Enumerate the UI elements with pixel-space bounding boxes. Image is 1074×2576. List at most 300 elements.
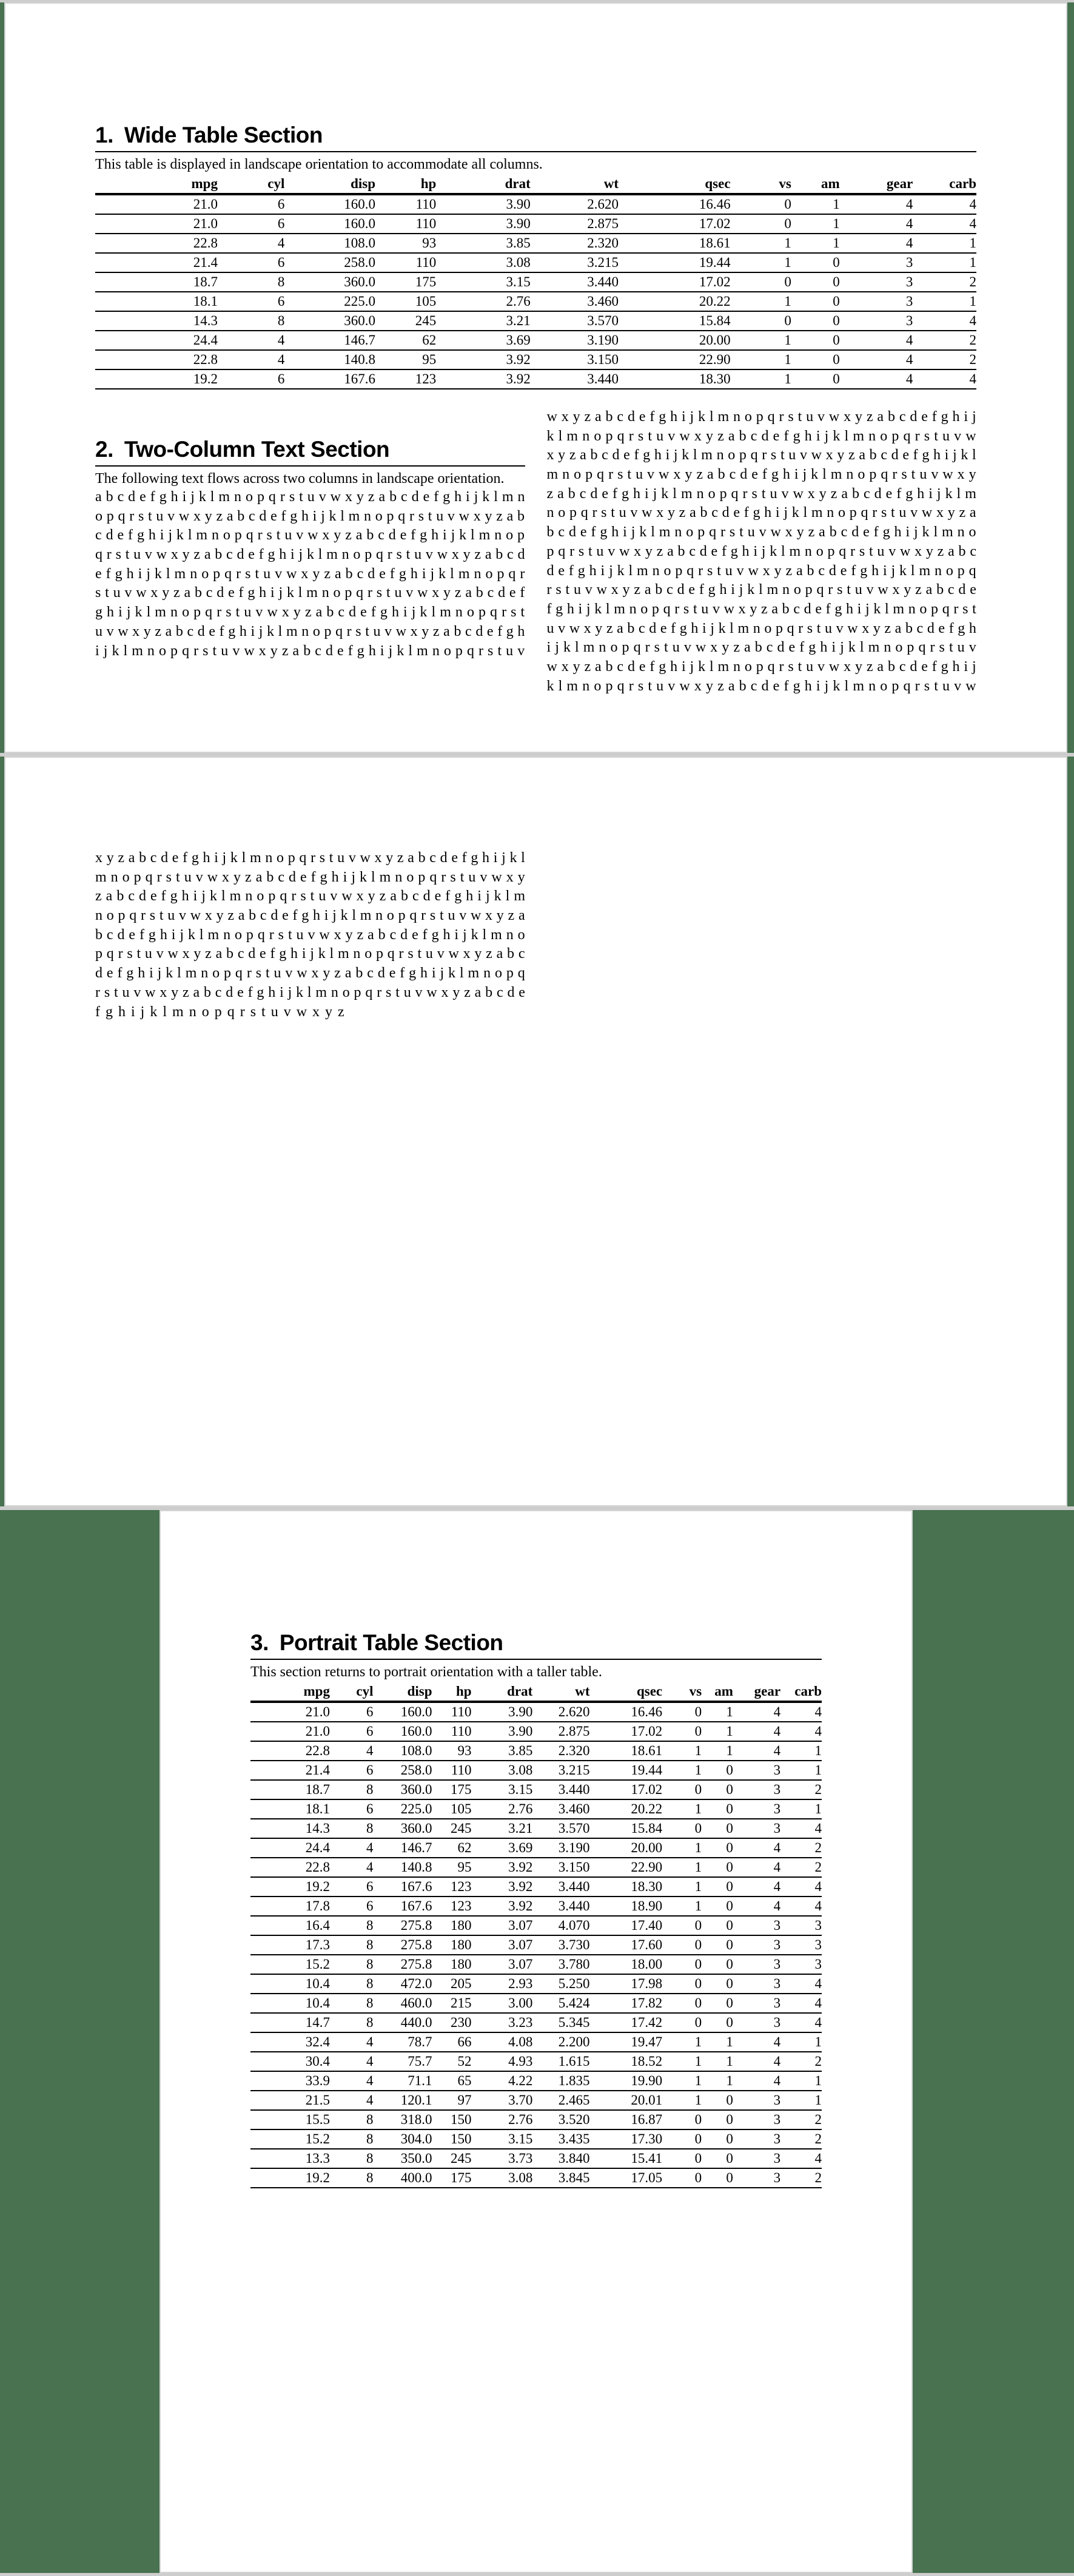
table-cell: 2.620 <box>531 194 619 214</box>
table-cell: 0 <box>702 1935 733 1955</box>
column-header-disp: disp <box>284 175 375 194</box>
table-cell: 14.3 <box>250 1819 330 1838</box>
table-cell: 2 <box>780 2110 822 2129</box>
table-cell: 1 <box>913 292 976 311</box>
table-cell: 3 <box>780 1916 822 1935</box>
table-cell: 3.460 <box>532 1799 589 1819</box>
table-cell: 140.8 <box>374 1858 432 1877</box>
filler-text-line: m n o p q r s t u v w x y z a b c d e f g h i j k l m n o p q r s t u v w x y <box>95 869 525 885</box>
filler-text-line: n o p q r s t u v w x y z a b c d e f g h i j k l m n o p q r s t u v w x y z a <box>546 505 976 521</box>
table-cell: 4 <box>733 1722 780 1741</box>
table-cell: 440.0 <box>374 2013 432 2032</box>
table-cell: 1 <box>731 331 791 350</box>
column-header-vs: vs <box>662 1683 702 1702</box>
column-header-drat: drat <box>472 1683 533 1702</box>
table-cell: 3.440 <box>531 272 619 292</box>
table-cell: 4 <box>780 1994 822 2013</box>
table-cell: 4 <box>733 1838 780 1858</box>
table-cell: 175 <box>375 272 436 292</box>
table-cell: 1 <box>731 369 791 389</box>
table-cell: 4.070 <box>532 1916 589 1935</box>
table-cell: 19.47 <box>590 2032 663 2052</box>
table-cell: 1.615 <box>532 2052 589 2071</box>
table-cell: 105 <box>375 292 436 311</box>
table-cell: 6 <box>330 1897 374 1916</box>
filler-text-line: d e f g h i j k l m n o p q r s t u v w x y z a b c d e f g h i j k l m n o p q <box>95 965 525 982</box>
table-cell: 1 <box>662 1799 702 1819</box>
table-cell: 1 <box>780 2071 822 2091</box>
table-cell: 3.69 <box>436 331 530 350</box>
table-cell: 275.8 <box>374 1935 432 1955</box>
filler-text-line: s t u v w x y z a b c d e f g h i j k l m n o p q r s t u v w x y z a b c d e f <box>95 585 525 601</box>
table-cell: 1 <box>702 2032 733 2052</box>
table-cell: 230 <box>432 2013 472 2032</box>
table-cell: 3.840 <box>532 2149 589 2168</box>
table-cell: 4 <box>218 234 284 253</box>
table-cell: 16.46 <box>619 194 731 214</box>
table-cell: 1 <box>780 2032 822 2052</box>
section-2-number: 2. <box>95 437 113 462</box>
table-cell: 3 <box>733 1955 780 1974</box>
table-cell: 21.0 <box>250 1702 330 1722</box>
table-cell: 2.875 <box>531 214 619 234</box>
section-1-intro: This table is displayed in landscape orientation to accommodate all columns. <box>95 157 543 172</box>
column-header-am: am <box>702 1683 733 1702</box>
table-cell: 19.2 <box>95 369 218 389</box>
table-row <box>250 2032 822 2052</box>
table-cell: 8 <box>330 2013 374 2032</box>
table-row <box>95 331 976 350</box>
table-cell: 20.01 <box>590 2091 663 2110</box>
table-row <box>250 1838 822 1858</box>
table-cell: 15.84 <box>619 311 731 331</box>
table-cell: 3 <box>733 2091 780 2110</box>
table-cell: 400.0 <box>374 2168 432 2188</box>
filler-text-line: i j k l m n o p q r s t u v w x y z a b c d e f g h i j k l m n o p q r s t u v <box>546 639 976 656</box>
table-cell: 110 <box>432 1761 472 1780</box>
page-gap-top <box>0 0 1074 2</box>
filler-text-line: k l m n o p q r s t u v w x y z a b c d e f g h i j k l m n o p q r s t u v w <box>546 678 976 694</box>
table-cell: 24.4 <box>95 331 218 350</box>
table-cell: 3.440 <box>532 1780 589 1799</box>
table-cell: 3.440 <box>532 1897 589 1916</box>
table-cell: 360.0 <box>374 1819 432 1838</box>
table-cell: 17.82 <box>590 1994 663 2013</box>
filler-text-line: w x y z a b c d e f g h i j k l m n o p q r s t u v w x y z a b c d e f g h i j <box>546 658 976 675</box>
table-cell: 3 <box>840 272 913 292</box>
table-cell: 3.845 <box>532 2168 589 2188</box>
two-column-section <box>95 408 976 696</box>
table-cell: 22.8 <box>95 350 218 369</box>
table-cell: 6 <box>330 1799 374 1819</box>
table-cell: 4 <box>733 1877 780 1897</box>
table-row <box>250 2129 822 2149</box>
table-cell: 175 <box>432 2168 472 2188</box>
table-cell: 3.90 <box>436 214 530 234</box>
table-cell: 0 <box>731 214 791 234</box>
table-cell: 110 <box>375 194 436 214</box>
table-cell: 6 <box>218 253 284 272</box>
column-header-vs: vs <box>731 175 791 194</box>
table-cell: 0 <box>662 1916 702 1935</box>
table-cell: 0 <box>702 2149 733 2168</box>
table-cell: 4 <box>733 2052 780 2071</box>
table-cell: 472.0 <box>374 1974 432 1994</box>
filler-text-line: k l m n o p q r s t u v w x y z a b c d e f g h i j k l m n o p q r s t u v w <box>546 428 976 444</box>
table-cell: 1 <box>702 1722 733 1741</box>
table-row <box>250 1994 822 2013</box>
table-row <box>250 1799 822 1819</box>
table-row <box>250 1897 822 1916</box>
table-cell: 21.5 <box>250 2091 330 2110</box>
table-cell: 3 <box>733 1799 780 1819</box>
table-cell: 15.2 <box>250 1955 330 1974</box>
table-cell: 19.2 <box>250 2168 330 2188</box>
table-cell: 3.215 <box>532 1761 589 1780</box>
table-cell: 1 <box>662 2052 702 2071</box>
table-cell: 304.0 <box>374 2129 432 2149</box>
table-cell: 0 <box>702 1799 733 1819</box>
table-cell: 245 <box>432 1819 472 1838</box>
table-cell: 2 <box>780 1780 822 1799</box>
filler-text-line: o p q r s t u v w x y z a b c d e f g h i j k l m n o p q r s t u v w x y z a b <box>95 508 525 524</box>
page-gap-2 <box>0 1506 1074 1510</box>
table-cell: 105 <box>432 1799 472 1819</box>
table-cell: 10.4 <box>250 1994 330 2013</box>
table-cell: 4 <box>330 2052 374 2071</box>
table-cell: 3.215 <box>531 253 619 272</box>
table-cell: 150 <box>432 2129 472 2149</box>
table-cell: 2 <box>913 331 976 350</box>
table-row <box>250 2149 822 2168</box>
table-cell: 275.8 <box>374 1955 432 1974</box>
table-cell: 167.6 <box>374 1897 432 1916</box>
table-cell: 8 <box>330 2129 374 2149</box>
table-cell: 15.5 <box>250 2110 330 2129</box>
table-cell: 6 <box>218 292 284 311</box>
column-header-hp: hp <box>375 175 436 194</box>
table-cell: 3.15 <box>472 2129 533 2149</box>
table-cell: 160.0 <box>284 194 375 214</box>
table-cell: 2.76 <box>472 1799 533 1819</box>
table-cell: 5.345 <box>532 2013 589 2032</box>
table-cell: 3.570 <box>532 1819 589 1838</box>
table-cell: 0 <box>791 350 840 369</box>
table-cell: 3.440 <box>532 1877 589 1897</box>
table-cell: 4 <box>330 2071 374 2091</box>
table-cell: 3.780 <box>532 1955 589 1974</box>
table-cell: 1 <box>780 1741 822 1761</box>
table-cell: 5.250 <box>532 1974 589 1994</box>
table-cell: 167.6 <box>284 369 375 389</box>
table-cell: 123 <box>432 1877 472 1897</box>
table-cell: 1 <box>662 2071 702 2091</box>
table-cell: 3.23 <box>472 2013 533 2032</box>
table-cell: 8 <box>330 1935 374 1955</box>
table-cell: 3.15 <box>472 1780 533 1799</box>
table-cell: 245 <box>432 2149 472 2168</box>
table-cell: 17.42 <box>590 2013 663 2032</box>
filler-text-line: d e f g h i j k l m n o p q r s t u v w x y z a b c d e f g h i j k l m n o p q <box>546 562 976 579</box>
table-cell: 30.4 <box>250 2052 330 2071</box>
table-cell: 180 <box>432 1955 472 1974</box>
table-cell: 350.0 <box>374 2149 432 2168</box>
table-cell: 8 <box>330 1916 374 1935</box>
filler-text-line: w x y z a b c d e f g h i j k l m n o p q r s t u v w x y z a b c d e f g h i j <box>546 409 976 425</box>
table-cell: 0 <box>791 272 840 292</box>
table-cell: 20.22 <box>619 292 731 311</box>
table-cell: 0 <box>662 1780 702 1799</box>
table-cell: 0 <box>791 311 840 331</box>
table-cell: 21.0 <box>95 194 218 214</box>
table-cell: 4 <box>780 1877 822 1897</box>
table-cell: 1 <box>780 2091 822 2110</box>
table-cell: 108.0 <box>374 1741 432 1761</box>
table-cell: 0 <box>662 1955 702 1974</box>
table-row <box>250 1916 822 1935</box>
column-header-disp: disp <box>374 1683 432 1702</box>
table-cell: 4 <box>780 1702 822 1722</box>
table-cell: 0 <box>662 2149 702 2168</box>
table-cell: 18.61 <box>619 234 731 253</box>
table-cell: 4 <box>330 2032 374 2052</box>
table-cell: 3.07 <box>472 1916 533 1935</box>
table-cell: 4 <box>913 194 976 214</box>
column-header-cyl: cyl <box>218 175 284 194</box>
table-cell: 123 <box>375 369 436 389</box>
table-row <box>250 1780 822 1799</box>
table-cell: 3.07 <box>472 1955 533 1974</box>
table-cell: 15.84 <box>590 1819 663 1838</box>
table-cell: 3 <box>840 253 913 272</box>
table-cell: 3.460 <box>531 292 619 311</box>
table-row <box>250 2091 822 2110</box>
table-cell: 180 <box>432 1916 472 1935</box>
table-cell: 17.02 <box>619 272 731 292</box>
table-cell: 19.2 <box>250 1877 330 1897</box>
table-cell: 0 <box>702 1877 733 1897</box>
table-cell: 6 <box>218 194 284 214</box>
filler-text-line: b c d e f g h i j k l m n o p q r s t u v w x y z a b c d e f g h i j k l m n o <box>95 926 525 943</box>
column-header-gear: gear <box>840 175 913 194</box>
table-cell: 146.7 <box>284 331 375 350</box>
table-cell: 8 <box>330 2149 374 2168</box>
table-cell: 0 <box>702 1994 733 2013</box>
table-cell: 17.40 <box>590 1916 663 1935</box>
table-cell: 0 <box>662 1994 702 2013</box>
table-cell: 0 <box>662 1722 702 1741</box>
table-cell: 275.8 <box>374 1916 432 1935</box>
section-3-heading <box>250 1629 822 1657</box>
table-cell: 2 <box>780 1858 822 1877</box>
column-header-mpg: mpg <box>95 175 218 194</box>
table-cell: 4 <box>913 311 976 331</box>
table-cell: 167.6 <box>374 1877 432 1897</box>
table-cell: 8 <box>330 1955 374 1974</box>
table-row <box>250 2168 822 2188</box>
table-cell: 3 <box>733 1974 780 1994</box>
table-cell: 4.22 <box>472 2071 533 2091</box>
table-cell: 8 <box>330 2168 374 2188</box>
table-cell: 0 <box>662 1702 702 1722</box>
table-cell: 3 <box>733 1761 780 1780</box>
table-cell: 18.00 <box>590 1955 663 1974</box>
table-cell: 3 <box>733 2110 780 2129</box>
section-2-heading <box>95 436 525 464</box>
table-cell: 1 <box>662 1858 702 1877</box>
table-cell: 0 <box>702 1819 733 1838</box>
table-cell: 71.1 <box>374 2071 432 2091</box>
page-gap-1 <box>0 753 1074 757</box>
table-cell: 62 <box>432 1838 472 1858</box>
table-row <box>250 1819 822 1838</box>
table-cell: 18.52 <box>590 2052 663 2071</box>
table-cell: 6 <box>330 1761 374 1780</box>
table-cell: 3.70 <box>472 2091 533 2110</box>
filler-text-line: e f g h i j k l m n o p q r s t u v w x y z a b c d e f g h i j k l m n o p q r <box>95 565 525 582</box>
table-cell: 1 <box>662 1761 702 1780</box>
table-cell: 3.190 <box>532 1838 589 1858</box>
section-3-title: Portrait Table Section <box>279 1630 503 1655</box>
table-cell: 0 <box>662 2013 702 2032</box>
table-cell: 93 <box>432 1741 472 1761</box>
table-row <box>250 2071 822 2091</box>
table-cell: 0 <box>791 331 840 350</box>
table-cell: 4 <box>733 2071 780 2091</box>
table-cell: 3.92 <box>436 369 530 389</box>
table-cell: 3.85 <box>436 234 530 253</box>
table-cell: 3 <box>840 292 913 311</box>
table-cell: 215 <box>432 1994 472 2013</box>
table-cell: 8 <box>330 1780 374 1799</box>
table-cell: 0 <box>702 1897 733 1916</box>
table-cell: 0 <box>791 253 840 272</box>
table-row <box>250 1877 822 1897</box>
table-cell: 3.190 <box>531 331 619 350</box>
table-row <box>250 2110 822 2129</box>
table-cell: 22.8 <box>250 1741 330 1761</box>
table-cell: 97 <box>432 2091 472 2110</box>
table-cell: 360.0 <box>284 272 375 292</box>
table-cell: 20.00 <box>590 1838 663 1858</box>
table-cell: 17.02 <box>590 1780 663 1799</box>
table-cell: 150 <box>432 2110 472 2129</box>
table-cell: 6 <box>218 369 284 389</box>
table-cell: 0 <box>702 2168 733 2188</box>
table-cell: 3.92 <box>472 1858 533 1877</box>
table-row <box>95 234 976 253</box>
table-cell: 3 <box>733 2013 780 2032</box>
table-cell: 2 <box>780 2168 822 2188</box>
table-cell: 33.9 <box>250 2071 330 2091</box>
table-cell: 175 <box>432 1780 472 1799</box>
column-header-carb: carb <box>780 1683 822 1702</box>
table-cell: 3.00 <box>472 1994 533 2013</box>
filler-text-line: r s t u v w x y z a b c d e f g h i j k l m n o p q r s t u v w x y z a b c d e <box>546 582 976 598</box>
table-cell: 180 <box>432 1935 472 1955</box>
table-cell: 3 <box>733 1994 780 2013</box>
table-row <box>250 1741 822 1761</box>
table-cell: 110 <box>375 214 436 234</box>
table-cell: 4 <box>780 1722 822 1741</box>
table-cell: 17.3 <box>250 1935 330 1955</box>
table-cell: 4 <box>840 234 913 253</box>
section-1-heading <box>95 121 976 149</box>
table-cell: 15.2 <box>250 2129 330 2149</box>
table-cell: 2.200 <box>532 2032 589 2052</box>
table-row <box>95 350 976 369</box>
table-cell: 8 <box>330 1974 374 1994</box>
table-row <box>95 194 976 214</box>
table-cell: 0 <box>791 369 840 389</box>
table-cell: 0 <box>702 2091 733 2110</box>
table-cell: 4 <box>840 331 913 350</box>
table-cell: 3.08 <box>436 253 530 272</box>
table-row <box>250 1935 822 1955</box>
table-cell: 4 <box>840 194 913 214</box>
page-2-landscape <box>4 757 1067 1506</box>
table-cell: 8 <box>218 311 284 331</box>
table-cell: 245 <box>375 311 436 331</box>
table-cell: 3.73 <box>472 2149 533 2168</box>
filler-text-left-column <box>95 488 525 661</box>
table-cell: 2.76 <box>472 2110 533 2129</box>
table-cell: 2.320 <box>531 234 619 253</box>
table-cell: 22.8 <box>250 1858 330 1877</box>
table-row <box>95 272 976 292</box>
table-cell: 0 <box>662 1935 702 1955</box>
table-row <box>250 1974 822 1994</box>
table-cell: 2.465 <box>532 2091 589 2110</box>
filler-text-line: c d e f g h i j k l m n o p q r s t u v w x y z a b c d e f g h i j k l m n o p <box>95 527 525 544</box>
table-cell: 3.440 <box>531 369 619 389</box>
table-cell: 110 <box>432 1702 472 1722</box>
table-cell: 0 <box>662 2110 702 2129</box>
table-cell: 8 <box>218 272 284 292</box>
table-row <box>250 2052 822 2071</box>
table-cell: 4 <box>330 1858 374 1877</box>
table-cell: 108.0 <box>284 234 375 253</box>
table-cell: 0 <box>702 2129 733 2149</box>
table-cell: 0 <box>731 194 791 214</box>
section-2-rule <box>95 465 525 467</box>
table-cell: 3.520 <box>532 2110 589 2129</box>
table-cell: 3.21 <box>436 311 530 331</box>
table-cell: 20.22 <box>590 1799 663 1819</box>
table-cell: 2.875 <box>532 1722 589 1741</box>
table-cell: 4 <box>840 369 913 389</box>
table-cell: 8 <box>330 2110 374 2129</box>
table-cell: 24.4 <box>250 1838 330 1858</box>
table-cell: 18.30 <box>619 369 731 389</box>
table-cell: 1 <box>662 2091 702 2110</box>
section-1-number: 1. <box>95 123 113 147</box>
table-cell: 0 <box>702 2110 733 2129</box>
table-cell: 0 <box>702 1955 733 1974</box>
filler-text-line: r s t u v w x y z a b c d e f g h i j k l m n o p q r s t u v w x y z a b c d e <box>95 984 525 1000</box>
table-cell: 225.0 <box>374 1799 432 1819</box>
table-cell: 0 <box>662 2129 702 2149</box>
filler-text-right-column <box>547 408 977 696</box>
table-cell: 4 <box>840 214 913 234</box>
table-cell: 4 <box>733 1741 780 1761</box>
table-cell: 19.90 <box>590 2071 663 2091</box>
table-cell: 4 <box>330 1838 374 1858</box>
table-cell: 78.7 <box>374 2032 432 2052</box>
table-cell: 1 <box>913 253 976 272</box>
table-cell: 4 <box>780 2013 822 2032</box>
table-cell: 4 <box>913 214 976 234</box>
